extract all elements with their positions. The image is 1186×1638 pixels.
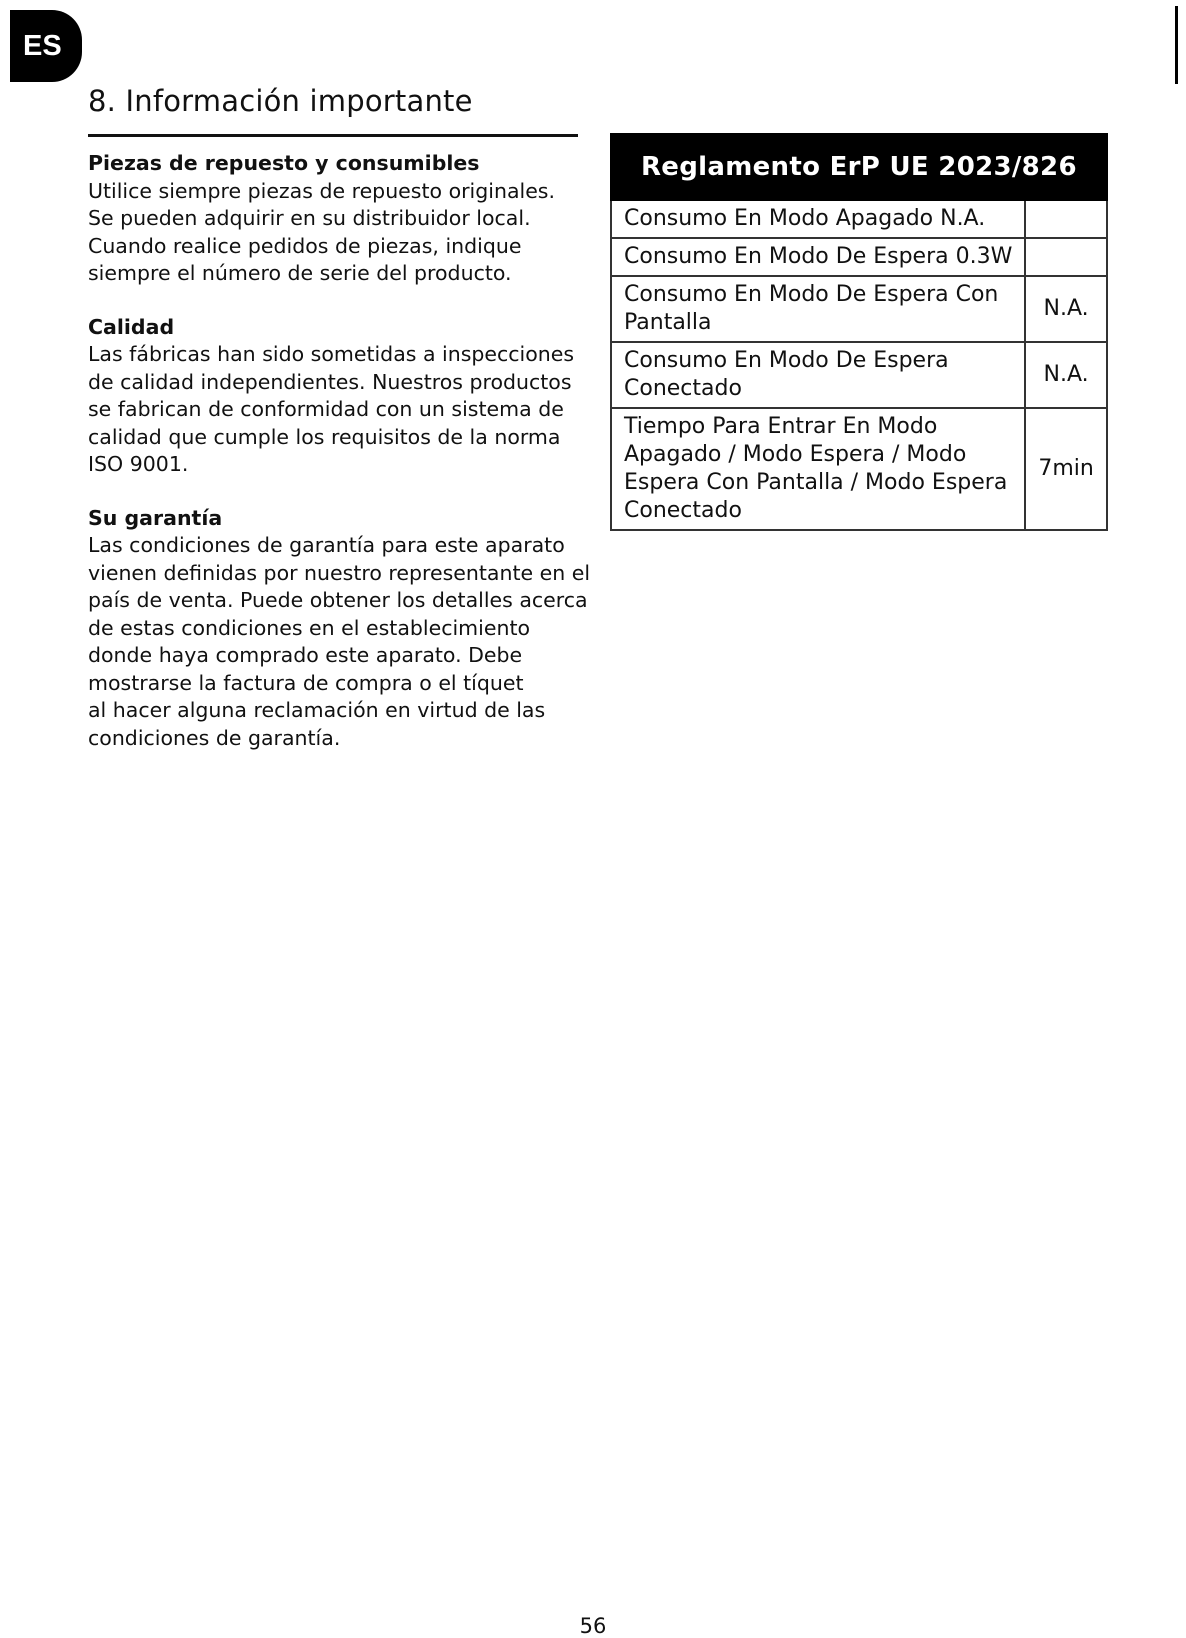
row-value: N.A.: [1025, 342, 1106, 408]
body-line: Las condiciones de garantía para este aparato: [88, 533, 565, 557]
section-body: [88, 341, 588, 479]
table-row: [611, 238, 1107, 276]
section-heading: Piezas de repuesto y consumibles: [88, 151, 480, 175]
title-divider: [88, 134, 578, 137]
label-line: Conectado: [624, 376, 742, 401]
table-row: [611, 276, 1107, 342]
body-line: vienen definidas por nuestro representante en el: [88, 560, 591, 585]
body-line: Cuando realice pedidos de piezas, indique: [88, 233, 522, 258]
body-line: siempre el número de serie del producto.: [88, 261, 512, 285]
table-row: [611, 200, 1107, 238]
body-line: país de venta. Puede obtener los detalles acerca: [88, 588, 588, 612]
body-line: Las fábricas han sido sometidas a inspecciones: [88, 342, 575, 366]
body-line: Se pueden adquirir en su distribuidor local.: [88, 206, 531, 230]
row-value: [1025, 200, 1106, 238]
erp-regulation-table: [610, 133, 1108, 531]
body-line: ISO 9001.: [88, 452, 189, 476]
body-line: mostrarse la factura de compra o el tíquet: [88, 670, 524, 695]
section-heading: Su garantía: [88, 505, 223, 530]
row-label: [611, 276, 1025, 342]
body-line: de calidad independientes. Nuestros productos: [88, 369, 572, 394]
section-heading: Calidad: [88, 314, 175, 339]
table-header-row: [611, 134, 1107, 200]
section-spare-parts: [88, 150, 588, 288]
info-column: [88, 150, 591, 778]
row-label: [611, 342, 1025, 408]
table-row: [611, 408, 1107, 530]
body-line: Utilice siempre piezas de repuesto originales.: [88, 178, 556, 203]
row-label: [611, 408, 1025, 530]
label-line: Tiempo Para Entrar En Modo: [624, 414, 938, 439]
page-edge-marker: [1175, 6, 1178, 84]
row-value: [1025, 238, 1106, 276]
row-value: 7min: [1025, 408, 1106, 530]
body-line: de estas condiciones en el establecimiento: [88, 615, 531, 640]
section-body: [88, 178, 588, 288]
body-line: donde haya comprado este aparato. Debe: [88, 643, 523, 667]
body-line: condiciones de garantía.: [88, 725, 341, 750]
body-line: al hacer alguna reclamación en virtud de las: [88, 698, 546, 722]
label-line: Consumo En Modo Apagado N.A.: [624, 206, 986, 231]
section-quality: [88, 314, 588, 479]
row-value: N.A.: [1025, 276, 1106, 342]
label-line: Consumo En Modo De Espera: [624, 348, 949, 373]
page-title: 8. Información importante: [88, 84, 473, 118]
section-warranty: [88, 505, 591, 753]
label-line: Consumo En Modo De Espera Con: [624, 282, 999, 307]
label-line: Pantalla: [624, 310, 712, 335]
label-line: Espera Con Pantalla / Modo Espera: [624, 470, 1008, 495]
table-header: Reglamento ErP UE 2023/826: [611, 134, 1107, 200]
label-line: Consumo En Modo De Espera 0.3W: [624, 244, 1013, 269]
language-tab: ES: [10, 10, 82, 82]
section-body: [88, 532, 591, 752]
page-number: 56: [579, 1614, 607, 1638]
body-line: calidad que cumple los requisitos de la norma: [88, 424, 561, 449]
row-label: [611, 200, 1025, 238]
body-line: se fabrican de conformidad con un sistema de: [88, 397, 564, 421]
row-label: [611, 238, 1025, 276]
label-line: Conectado: [624, 498, 742, 523]
table-row: [611, 342, 1107, 408]
label-line: Apagado / Modo Espera / Modo: [624, 442, 967, 467]
